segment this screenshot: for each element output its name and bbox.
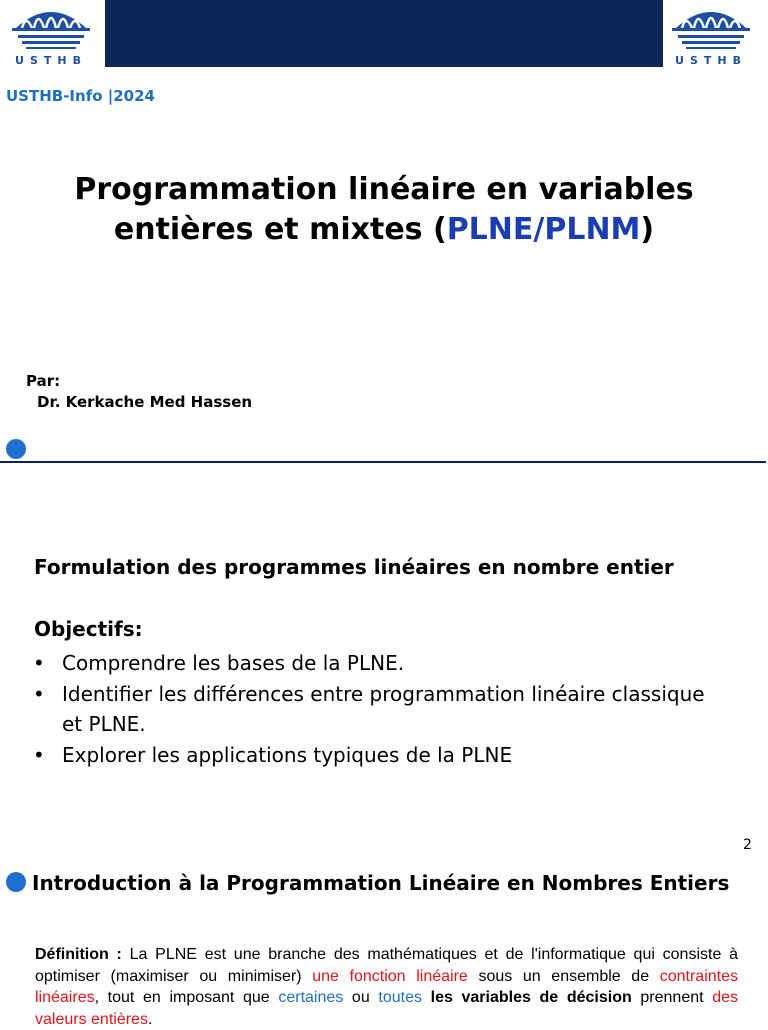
definition-paragraph bbox=[35, 944, 738, 1030]
def-text-4: ou bbox=[343, 989, 379, 1006]
slide3-title: Introduction à la Programmation Linéaire en Nombres Entiers bbox=[32, 871, 730, 895]
objective-item: • Explorer les applications typiques de la PLNE bbox=[33, 740, 713, 770]
def-red-1: une fonction linéaire bbox=[312, 967, 468, 985]
objective-item: • Identifier les différences entre programmation linéaire classique et PLNE. bbox=[33, 679, 713, 739]
def-blue-1: certaines bbox=[278, 989, 344, 1006]
title-line-2 bbox=[30, 210, 738, 250]
title-line-2-end: ) bbox=[640, 212, 655, 247]
objectives-list bbox=[33, 648, 713, 771]
def-text-3: , tout en imposant que bbox=[94, 989, 279, 1006]
logo-right-text: USTHB bbox=[675, 54, 747, 67]
objectives-heading: Objectifs: bbox=[34, 617, 143, 641]
definition-label: Définition : bbox=[35, 946, 122, 963]
def-text-6: prennent bbox=[631, 989, 713, 1006]
section-heading: Formulation des programmes linéaires en nombre entier bbox=[34, 555, 674, 579]
def-blue-2: toutes bbox=[378, 989, 422, 1006]
def-red-3: des valeurs entières bbox=[35, 989, 739, 1028]
title-line-1: Programmation linéaire en variables bbox=[74, 172, 694, 207]
title-line-2-start: entières et mixtes ( bbox=[113, 212, 447, 247]
header-band bbox=[105, 0, 663, 67]
def-text-2: sous un ensemble de bbox=[467, 967, 660, 985]
course-tag: USTHB-Info |2024 bbox=[6, 87, 155, 105]
def-red-2: contraintes linéaires bbox=[35, 967, 738, 1006]
objective-item: • Comprendre les bases de la PLNE. bbox=[33, 648, 713, 678]
usthb-logo-right bbox=[668, 2, 754, 66]
page-number: 2 bbox=[743, 837, 752, 853]
divider-1 bbox=[0, 461, 766, 463]
bullet-dot-2 bbox=[6, 872, 26, 892]
def-text-7: . bbox=[147, 1010, 153, 1028]
def-text-5 bbox=[422, 989, 431, 1006]
bullet-dot-1 bbox=[6, 439, 26, 459]
title-highlight: PLNE/PLNM bbox=[446, 212, 641, 247]
usthb-logo-left bbox=[8, 2, 94, 66]
def-bold: les variables de décision bbox=[430, 989, 632, 1006]
def-text-1: La PLNE est une branche des mathématiques et de l'informatique qui consiste à optimiser (maximiser ou minimiser) bbox=[35, 946, 739, 985]
slide-title bbox=[30, 170, 738, 250]
author-label: Par: bbox=[26, 372, 61, 390]
logo-left-text: USTHB bbox=[15, 54, 87, 67]
author-name: Dr. Kerkache Med Hassen bbox=[37, 393, 253, 411]
